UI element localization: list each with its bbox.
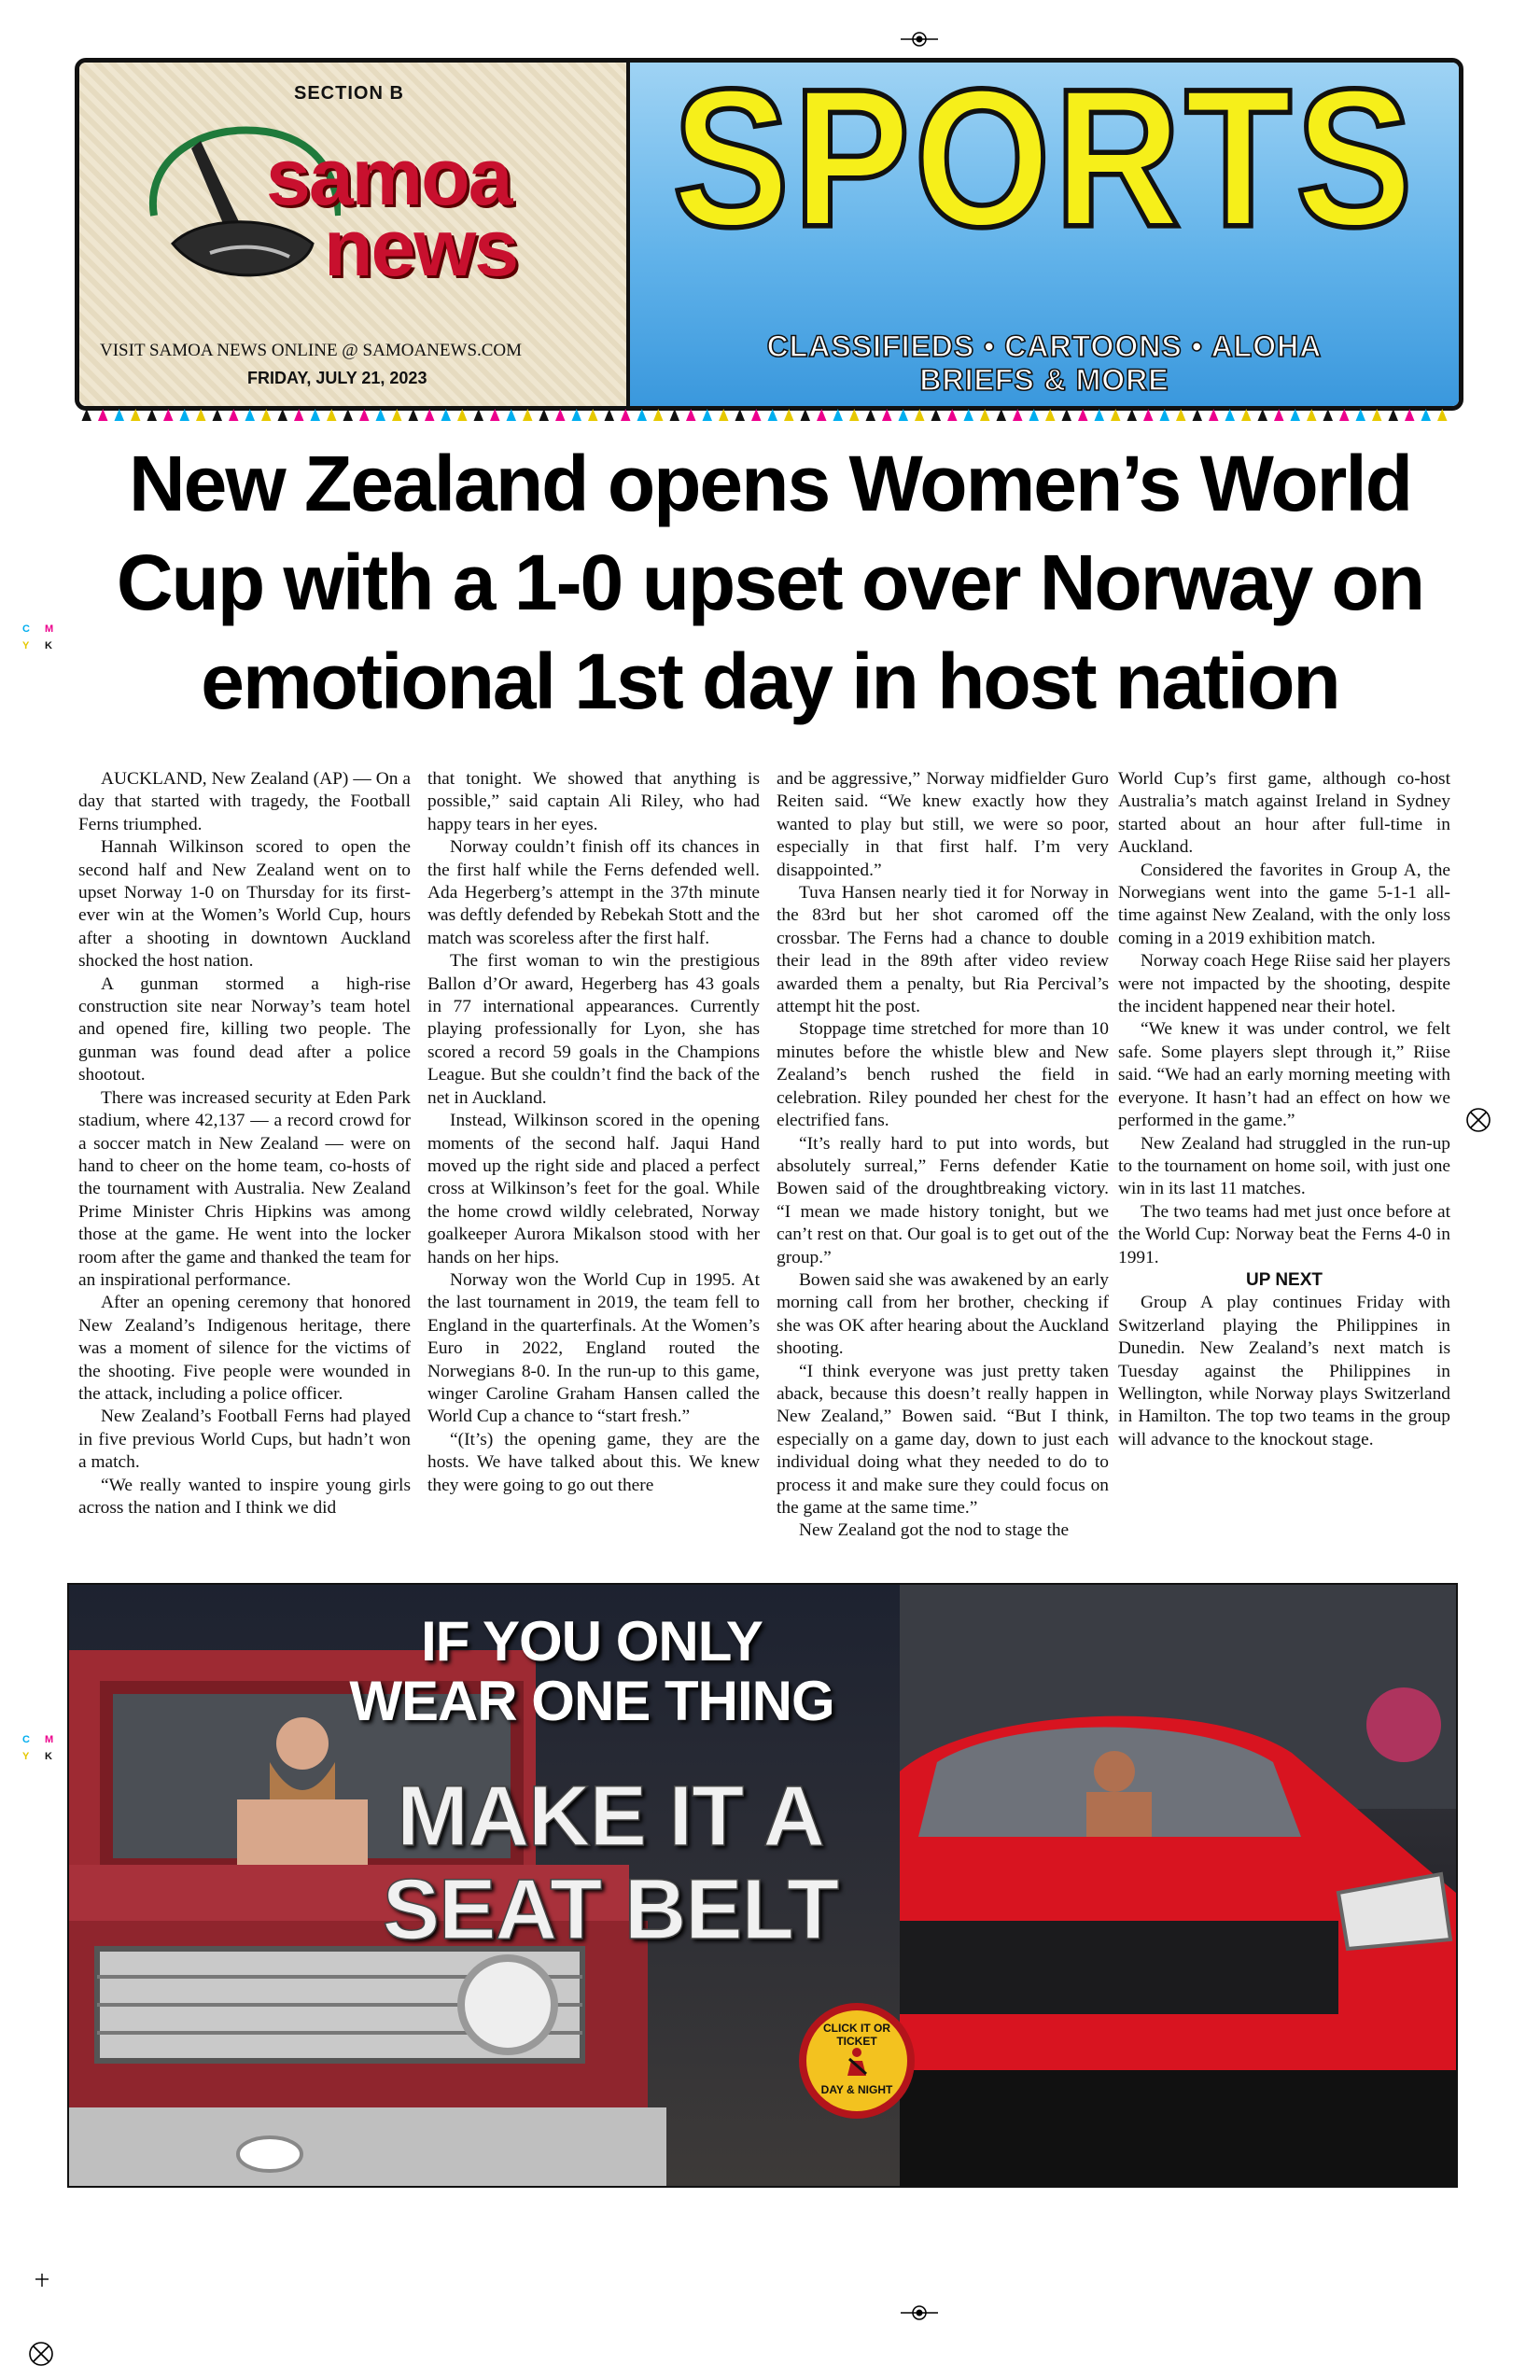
triangle-ornament — [588, 409, 598, 421]
triangle-ornament — [735, 409, 746, 421]
article-paragraph: Instead, Wilkinson scored in the opening moments of the second half. Jaqui Hand moved up the right side and placed a perfect cross at Wilkinson’s feet for the goal. While the home crowd wildly celebrated, Norway goalkeeper Aurora Mikalson stood with her hands on her hips. — [427, 1111, 760, 1267]
triangle-ornament — [1274, 409, 1284, 421]
triangle-ornament — [1323, 409, 1334, 421]
sections-line-2: BRIEFS & MORE — [919, 363, 1169, 397]
triangle-ornament — [1372, 409, 1382, 421]
triangle-ornament — [899, 409, 909, 421]
triangle-ornament — [1095, 409, 1105, 421]
triangle-ornament — [98, 409, 108, 421]
triangle-ornament — [1062, 409, 1072, 421]
article-column-2 — [427, 768, 760, 1497]
click-it-or-ticket-badge — [799, 2003, 915, 2119]
article-paragraph: The two teams had met just once before at the World Cup: Norway beat the Ferns 4-0 in 1991. — [1118, 1201, 1450, 1267]
triangle-ornament — [359, 409, 370, 421]
article-column-4 — [1118, 768, 1450, 1451]
crossmark-right-icon — [1465, 1107, 1491, 1133]
triangle-ornament — [637, 409, 648, 421]
decorative-triangle-strip — [78, 407, 1450, 422]
triangle-ornament — [1421, 409, 1432, 421]
triangle-ornament — [572, 409, 582, 421]
triangle-ornament — [621, 409, 631, 421]
red-sedan-illustration — [900, 1585, 1456, 2186]
triangle-ornament — [1389, 409, 1399, 421]
article-paragraph: “It’s really hard to put into words, but absolutely surreal,” Ferns defender Katie Bowen said of the droughtbreaking victory. “I mean we made history tonight, but we can’t rest on that. Our goal is to get out of the group.” — [777, 1133, 1109, 1267]
triangle-ornament — [670, 409, 680, 421]
triangle-ornament — [605, 409, 615, 421]
triangle-ornament — [915, 409, 925, 421]
triangle-ornament — [180, 409, 190, 421]
triangle-ornament — [82, 409, 92, 421]
triangle-ornament — [866, 409, 876, 421]
ad-line-seat-belt: SEAT BELT — [382, 1862, 839, 1957]
triangle-ornament — [1160, 409, 1170, 421]
triangle-ornament — [507, 409, 517, 421]
registration-mark-top — [901, 30, 938, 49]
triangle-ornament — [686, 409, 696, 421]
article-paragraph: Norway won the World Cup in 1995. At the last tournament in 2019, the team fell to England in the quarterfinals. At the Women’s Euro in 2022, England routed the Norwegians 8-0. In the run-up to this game, winger Caroline Graham Hansen called the World Cup a chance to “start fresh.” — [427, 1269, 760, 1427]
article-paragraph: AUCKLAND, New Zealand (AP) — On a day that started with tragedy, the Football Ferns triumphed. — [78, 769, 411, 834]
triangle-ornament — [490, 409, 500, 421]
visit-online-line: VISIT SAMOA NEWS ONLINE @ SAMOANEWS.COM — [100, 341, 523, 360]
logo-panel — [79, 63, 630, 406]
triangle-ornament — [163, 409, 174, 421]
headline: New Zealand opens Women’s World Cup with a 1-0 upset over Norway on emotional 1st day in host nation — [116, 440, 1424, 725]
triangle-ornament — [196, 409, 206, 421]
article-paragraph: that tonight. We showed that anything is possible,” said captain Ali Riley, who had happy tears in her eyes. — [427, 769, 760, 834]
article-paragraph: Hannah Wilkinson scored to open the second half and New Zealand went on to upset Norway 1-0 on Thursday for its first-ever win at the Women’s World Cup, hours after a shooting in downtown Auckland shocked the host nation. — [78, 837, 411, 972]
triangle-ornament — [719, 409, 729, 421]
triangle-ornament — [1241, 409, 1252, 421]
sports-panel — [630, 58, 1459, 406]
column-4-upper — [1118, 768, 1450, 1269]
triangle-ornament — [997, 409, 1007, 421]
triangle-ornament — [1045, 409, 1056, 421]
article-paragraph: After an opening ceremony that honored New Zealand’s Indigenous heritage, there was a moment of silence for the victims of the shooting. Five people were wounded in the attack, including a police officer. — [78, 1293, 411, 1404]
article-paragraph: and be aggressive,” Norway midfielder Guro Reiten said. “We knew exactly how they wanted to play but still, we were so poor, especially in that first half. I’m very disappointed.” — [777, 769, 1109, 880]
article-paragraph: “I think everyone was just pretty taken aback, because this doesn’t really happen in New Zealand,” Bowen said. “But I think, especially on a game day, down to just each individual doing what they needed to do to process it and make sure they could focus on the game at the same time.” — [777, 1361, 1109, 1518]
triangle-ornament — [294, 409, 304, 421]
triangle-ornament — [849, 409, 860, 421]
crossmark-bottom-left-icon — [28, 2341, 54, 2367]
triangle-ornament — [817, 409, 827, 421]
triangle-ornament — [523, 409, 533, 421]
triangle-ornament — [1193, 409, 1203, 421]
article-paragraph: New Zealand’s Football Ferns had played in five previous World Cups, but hadn’t won a match. — [78, 1407, 411, 1473]
triangle-ornament — [801, 409, 811, 421]
triangle-ornament — [1405, 409, 1415, 421]
article-paragraph: New Zealand got the nod to stage the — [799, 1520, 1070, 1541]
seat-belt-advertisement — [67, 1583, 1458, 2188]
seat-belt-icon — [840, 2046, 874, 2078]
article-paragraph: Considered the favorites in Group A, the Norwegians went into the game 5-1-1 all-time against New Zealand, with the only loss coming in a 2019 exhibition match. — [1118, 860, 1450, 948]
article-paragraph: A gunman stormed a high-rise construction site near Norway’s team hotel and opened fire, killing two people. The gunman was found dead after a police shootout. — [78, 973, 411, 1085]
triangle-ornament — [1029, 409, 1040, 421]
cmyk-color-bar-top: C M Y K — [22, 623, 54, 651]
ad-right-car-scene — [900, 1585, 1456, 2186]
triangle-ornament — [311, 409, 321, 421]
triangle-ornament — [653, 409, 664, 421]
triangle-ornament — [409, 409, 419, 421]
cmyk-color-bar-bottom: C M Y K — [22, 1734, 54, 1762]
triangle-ornament — [327, 409, 337, 421]
triangle-ornament — [1127, 409, 1138, 421]
triangle-ornament — [703, 409, 713, 421]
article-paragraph: Tuva Hansen nearly tied it for Norway in the 83rd but her shot caromed off the crossbar. The Ferns had a chance to double their lead in the 89th after video review awarded them a penalty, but Ria Percival’s attempt hit the post. — [777, 883, 1109, 1017]
masthead — [75, 58, 1463, 411]
article-column-1 — [78, 768, 411, 1519]
triangle-ornament — [1258, 409, 1268, 421]
triangle-ornament — [1225, 409, 1236, 421]
triangle-ornament — [833, 409, 844, 421]
triangle-ornament — [457, 409, 468, 421]
triangle-ornament — [441, 409, 452, 421]
badge-top-text: CLICK IT OR TICKET — [823, 2022, 890, 2048]
ad-line-wear-one-thing: WEAR ONE THING — [349, 1670, 834, 1732]
triangle-ornament — [1078, 409, 1088, 421]
article-paragraph: Group A play continues Friday with Switzerland playing the Philippines in Dunedin. New Zealand’s next match is Tuesday against the Philippines in Wellington, while Norway plays Switzerland in Hamilton. The top two teams in the group will advance to the knockout stage. — [1118, 1293, 1450, 1449]
triangle-ornament — [882, 409, 892, 421]
article-paragraph: There was increased security at Eden Park stadium, where 42,137 — a record crowd for a soccer match in New Zealand — were on hand to cheer on the home team, co-hosts of the tournament with Australia. New Zealand Prime Minister Chris Hipkins was among those at the game. He went into the locker room after the game and thanked the team for an inspirational performance. — [78, 1087, 411, 1290]
article-column-3 — [777, 768, 1109, 1543]
triangle-ornament — [931, 409, 942, 421]
ad-line-make-it-a: MAKE IT A — [397, 1769, 824, 1864]
triangle-ornament — [1143, 409, 1154, 421]
triangle-ornament — [147, 409, 158, 421]
triangle-ornament — [1356, 409, 1366, 421]
article-paragraph: “(It’s) the opening game, they are the hosts. We have talked about this. We knew they were going to go out there — [427, 1429, 760, 1495]
article-paragraph: “We really wanted to inspire young girls across the nation and I think we did — [78, 1475, 411, 1518]
triangle-ornament — [343, 409, 354, 421]
triangle-ornament — [539, 409, 550, 421]
triangle-ornament — [115, 409, 125, 421]
sections-line-1: CLASSIFIEDS • CARTOONS • ALOHA — [766, 329, 1323, 363]
triangle-ornament — [947, 409, 958, 421]
triangle-ornament — [1307, 409, 1317, 421]
logo-word-samoa: samoa — [266, 133, 511, 222]
article-paragraph: “We knew it was under control, we felt safe. Some players slept through it,” Riise said. “We had an early morning meeting with everyone. It hasn’t had an effect on how we performed in the game.” — [1118, 1019, 1450, 1131]
triangle-ornament — [245, 409, 256, 421]
triangle-ornament — [376, 409, 386, 421]
triangle-ornament — [1013, 409, 1023, 421]
issue-date: FRIDAY, JULY 21, 2023 — [247, 369, 427, 387]
triangle-ornament — [392, 409, 402, 421]
article-paragraph: Norway couldn’t finish off its chances in the first half while the Ferns defended well. Ada Hegerberg’s attempt in the 37th minute was deftly defended by Rebekah Stott and the match was scoreless after the first half. — [427, 837, 760, 948]
triangle-ornament — [1111, 409, 1121, 421]
triangle-ornament — [278, 409, 288, 421]
triangle-ornament — [213, 409, 223, 421]
ad-line-if-you-only: IF YOU ONLY — [421, 1610, 763, 1673]
triangle-ornament — [980, 409, 990, 421]
logo-word-news: news — [324, 203, 518, 293]
column-4-lower — [1118, 1292, 1450, 1451]
article-paragraph: Bowen said she was awakened by an early morning call from her brother, checking if she was OK after hearing about the Auckland shooting. — [777, 1269, 1109, 1359]
article-paragraph: The first woman to win the prestigious Ballon d’Or award, Hegerberg has 43 goals in 77 international appearances. Currently playing professionally for Lyon, she has scored a record 59 goals in the Champions League. But she couldn’t find the back of the net in Auckland. — [427, 951, 760, 1108]
triangle-ornament — [1339, 409, 1350, 421]
triangle-ornament — [751, 409, 762, 421]
article-paragraph: Stoppage time stretched for more than 10 minutes before the whistle blew and New Zealand’s bench rushed the field in celebration. Riley pounded her chest for the electrified fans. — [777, 1019, 1109, 1131]
triangle-ornament — [784, 409, 794, 421]
article-paragraph: Norway coach Hege Riise said her players were not impacted by the shooting, despite the incident happened near their hotel. — [1118, 951, 1450, 1017]
triangle-ornament — [964, 409, 974, 421]
triangle-ornament — [1176, 409, 1186, 421]
triangle-ornament — [1291, 409, 1301, 421]
article-paragraph: New Zealand had struggled in the run-up to the tournament on home soil, with just one win in its last 11 matches. — [1118, 1133, 1450, 1199]
article-paragraph: World Cup’s first game, although co-host Australia’s match against Ireland in Sydney started about an hour after full-time in Auckland. — [1118, 769, 1450, 858]
triangle-ornament — [555, 409, 566, 421]
plus-mark-icon — [35, 2274, 49, 2287]
triangle-ornament — [1437, 409, 1448, 421]
registration-mark-bottom — [901, 2303, 938, 2322]
triangle-ornament — [261, 409, 272, 421]
triangle-ornament — [229, 409, 239, 421]
triangle-ornament — [474, 409, 484, 421]
triangle-ornament — [768, 409, 778, 421]
ad-left-truck-scene — [69, 1585, 900, 2186]
triangle-ornament — [131, 409, 141, 421]
sports-title: SPORTS — [672, 58, 1417, 268]
section-label: SECTION B — [294, 83, 404, 104]
triangle-ornament — [1209, 409, 1219, 421]
badge-bottom-text: DAY & NIGHT — [820, 2083, 893, 2096]
triangle-ornament — [425, 409, 435, 421]
up-next-subhead: UP NEXT — [1245, 1269, 1323, 1290]
